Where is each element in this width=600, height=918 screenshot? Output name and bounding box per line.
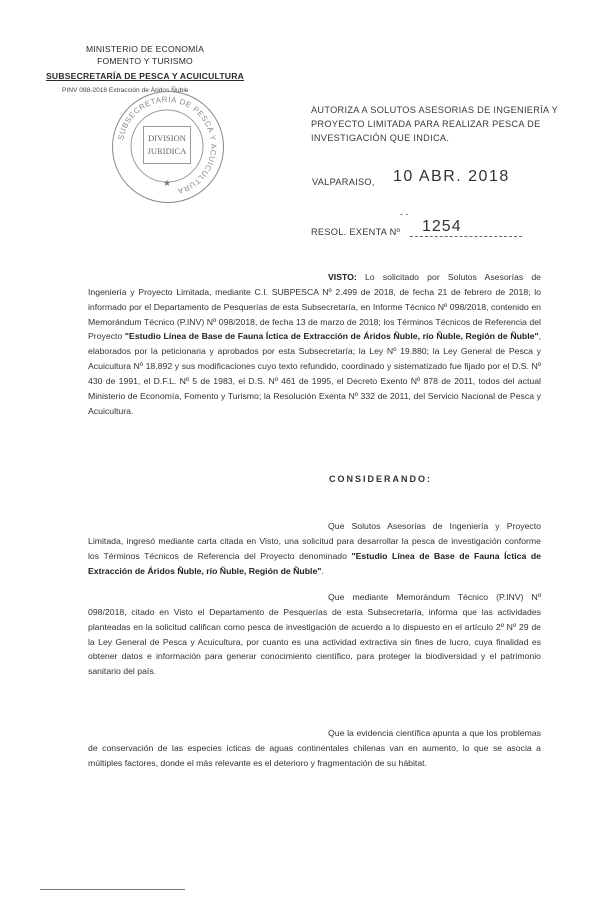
reference-code: PINV 098-2018 Extracción de Áridos Ñuble [62, 87, 189, 94]
ministry-name: MINISTERIO DE ECONOMÍA [85, 44, 205, 54]
place-label: VALPARAISO, [312, 177, 375, 187]
stamp-line-1: DIVISION [148, 133, 186, 143]
visto-paragraph [88, 270, 541, 418]
document-date: 10 ABR. 2018 [393, 168, 510, 185]
stamp-ring-text: SUBSECRETARÍA DE PESCA Y ACUICULTURA [116, 95, 219, 197]
considerando-paragraph-1 [88, 519, 541, 578]
p1-text-2: . [321, 565, 324, 576]
stamp-line-2: JURIDICA [147, 146, 187, 156]
subsecretaria-name: SUBSECRETARÍA DE PESCA Y ACUICULTURA [45, 71, 245, 81]
visto-project-name: "Estudio Línea de Base de Fauna Íctica de Extracción de Áridos Ñuble, río Ñuble, Región de Ñuble" [124, 331, 539, 342]
star-icon: ★ [163, 178, 172, 188]
visto-text-2: , elaborados por la peticionaria y aprobados por esta Subsecretaría; la Ley Nº 19.880; la Ley General de Pesca y Acuicultura Nº 18.892 y sus modificaciones cuyo texto refundido, coordinado y sistematizado fue fijado por el D.S. Nº 430 de 1991, el D.F.L. Nº 5 de 1983, el D.S. Nº 461 de 1995, el Decreto Exento Nº 878 de 2011, todos del actual Ministerio de Economía, Fomento y Turismo; la Resolución Exenta Nº 332 de 2011, del Servicio Nacional de Pesca y Acuicultura. [88, 331, 541, 416]
resolution-dash-mark: - - [400, 209, 409, 219]
p1-project-name: "Estudio Línea de Base de Fauna Íctica de Extracción de Áridos Ñuble, río Ñuble, Región de Ñuble" [88, 550, 541, 576]
visto-label: VISTO: [328, 272, 357, 282]
resolution-label: RESOL. EXENTA Nº [311, 227, 401, 237]
footer-divider [40, 889, 185, 890]
stamp-box [143, 126, 191, 164]
document-title: AUTORIZA A SOLUTOS ASESORIAS DE INGENIERÍA Y PROYECTO LIMITADA PARA REALIZAR PESCA DE INVESTIGACIÓN QUE INDICA. [311, 105, 558, 143]
considerando-heading: CONSIDERANDO: [329, 474, 433, 484]
visto-text-1: Lo solicitado por Solutos Asesorías de Ingeniería y Proyecto Limitada, mediante C.I. SUBPESCA Nº 2.499 de 2018, de fecha 21 de febrero de 2018; lo informado por el Departamento de Pesquerías de esta Subsecretaría, en Informe Técnico Nº 098/2018, contenido en Memorándum Técnico (P.INV) Nº 098/2018, de fecha 13 de marzo de 2018; los Términos Técnicos de Referencia del Proyecto [88, 272, 541, 342]
considerando-paragraph-3: Que la evidencia científica apunta a que los problemas de conservación de las especies ícticas de aguas continentales chilenas van en aumento, lo que se asocia a múltiples factores, donde el más relevante es el deterioro y fragmentación de su hábitat. [88, 728, 541, 768]
considerando-paragraph-2: Que mediante Memorándum Técnico (P.INV) Nº 098/2018, citado en Visto el Departamento de Pesquerías de esta Subsecretaría, informa que las actividades planteadas en la solicitud califican como pesca de investigación de acuerdo a lo dispuesto en el artículo 2º Nº 29 de la Ley General de Pesca y Acuicultura, por cuanto es una actividad extractiva sin fines de lucro, cuya finalidad es obtener datos e información para generar conocimiento científico, para proteger la biodiversidad y el patrimonio sanitario del país. [88, 592, 541, 677]
ministry-subname: FOMENTO Y TURISMO [97, 56, 193, 66]
p1-text-1: Que Solutos Asesorías de Ingeniería y Proyecto Limitada, ingresó mediante carta citada en Visto, una solicitud para desarrollar la pesca de investigación conforme los Términos Técnicos de Referencia del Proyecto denominado [88, 521, 541, 561]
division-juridica-stamp [112, 91, 224, 203]
resolution-number: 1254 [410, 218, 522, 237]
